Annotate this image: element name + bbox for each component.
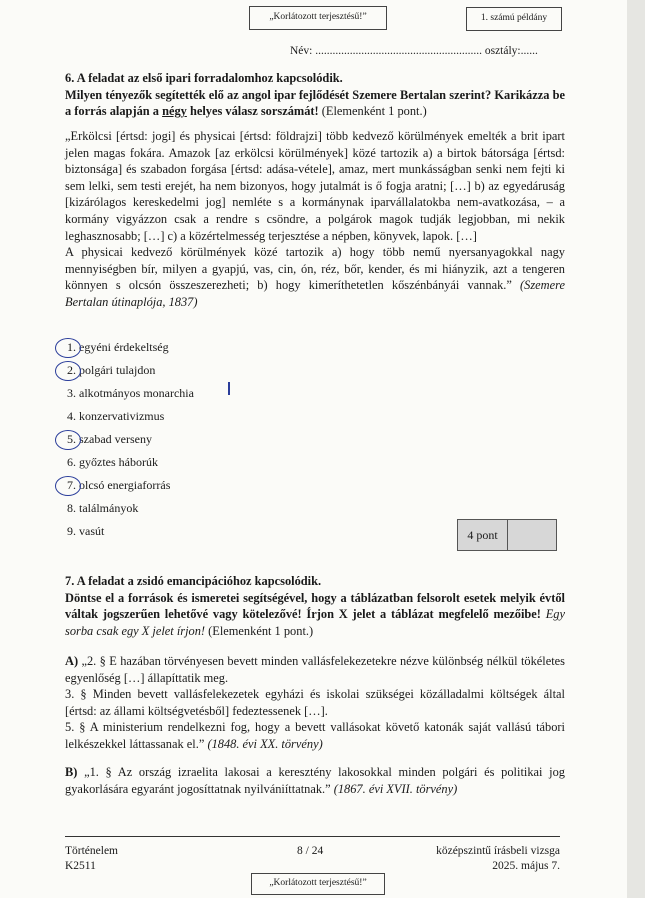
q6-heading (65, 70, 565, 120)
q6-quote-p1: „Erkölcsi [értsd: jogi] és physicai [értsd: földrajzi] több kedvező körülmények emelték a brit ipart jelen magas fokára. Amazok [az erkölcsi körülmények] közé tartozik a) a birtok bátorsága [értsd: biztonsága] és szabadon forgása [értsd: adása-vétele], amaz, mert munkásságban senki nem fejti ki sem lelki, sem testi erejét, ha nem bizonyos, hogy jutalmát is ő fogja aratni; […] b) az egyedáruság [kizárólagos kereskedelmi jog] nemléte s a kormánynak iparvállalatokba nem-avatkozása, – a kormány vigyázzon csak a rendre s csöndre, a polgárok magok tudják legjobban, mi nekik leghasznosabb; […] c) a közértelmesség terjesztése a népben, könyvek, lapok. […] (65, 129, 565, 243)
q6-score-label: 4 pont (458, 520, 508, 550)
q7-heading (65, 573, 565, 639)
q6-quote-p2: A physicai kedvező körülmények közé tartozik a) hogy több nemű nyersanyagokkal nagy mennyiségben bír, milyen a gyapjú, vas, cin, ón, réz, bőr, kender, és mi hiányzik, azt a tengeren könnyen s olcsón összeszerezheti; b) hogy kimeríthetetlen kőszénbányái vannak.” (Szemere Bertalan útinaplója, 1837) (65, 245, 565, 309)
q7-instruction: Döntse el a források és ismeretei segítségével, hogy a táblázatban felsorolt esetek melyik évtől váltak jogszerűen lehetővé vagy kötelezővé! Írjon X jelet a táblázat megfelelő mezőibe! Egy sorba csak egy X jelet írjon! (Elemenként 1 pont.) (65, 590, 565, 638)
q6-quote-source: (Szemere Bertalan útinaplója, 1837) (65, 278, 565, 309)
q6-title: 6. A feladat az első ipari forradalomhoz kapcsolódik. (65, 71, 343, 85)
footer-left (65, 844, 118, 874)
q6-underlined-word: négy (162, 104, 187, 119)
footer-subject: Történelem (65, 845, 119, 857)
q6-option-3[interactable]: 3. alkotmányos monarchia (67, 386, 194, 400)
q7-source-b: B) „1. § Az ország izraelita lakosai a keresztény lakosokkal minden polgári és politikai jog gyakorlására egyaránt jogosíttatnak nyilvániíttatnak.” (1867. évi XVII. törvény) (65, 765, 565, 796)
q7-title: 7. A feladat a zsidó emancipációhoz kapcsolódik. (65, 574, 322, 588)
q6-option-2[interactable]: 2. polgári tulajdon (67, 363, 156, 377)
footer-code: K2511 (65, 860, 96, 872)
circle-mark-2 (55, 361, 81, 381)
circle-mark-1 (55, 338, 81, 358)
copy-number-box: 1. számú példány (466, 7, 562, 31)
source-a-citation: (1848. évi XX. törvény) (204, 736, 323, 751)
q6-score-field[interactable] (508, 520, 556, 550)
restricted-label-bottom: „Korlátozott terjesztésű!” (251, 873, 385, 895)
name-class-line: Név: .......................................................... osztály:...... (290, 45, 538, 57)
q6-option-7[interactable]: 7. olcsó energiaforrás (67, 478, 171, 492)
circle-mark-5 (55, 430, 81, 450)
q6-option-9[interactable]: 9. vasút (67, 524, 105, 538)
q6-score-box (457, 519, 557, 551)
source-a-label: A) (65, 654, 79, 668)
q6-option-5[interactable]: 5. szabad verseny (67, 432, 152, 446)
q6-option-8[interactable]: 8. találmányok (67, 501, 139, 515)
restricted-label-top: „Korlátozott terjesztésű!” (249, 6, 387, 30)
q6-option-4[interactable]: 4. konzervativizmus (67, 409, 165, 423)
q6-instruction: Milyen tényezők segítették elő az angol ipar fejlődését Szemere Bertalan szerint? Karikázza be a forrás alapján a négy helyes válasz sorszámát! (Elemenként 1 pont.) (65, 87, 565, 119)
footer-date: 2025. május 7. (492, 860, 560, 872)
q6-source-quote (65, 128, 565, 311)
footer-exam: középszintű írásbeli vizsga (436, 845, 560, 857)
footer-rule (65, 836, 560, 837)
q6-option-6[interactable]: 6. győztes háborúk (67, 455, 158, 469)
pen-mark (228, 382, 230, 395)
source-b-label: B) (65, 765, 78, 779)
page-edge (627, 0, 645, 898)
footer-page-number: 8 / 24 (297, 845, 324, 857)
footer-right (436, 844, 560, 874)
source-b-citation: (1867. évi XVII. törvény) (330, 781, 458, 796)
q7-source-a: A) „2. § E hazában törvényesen bevett minden vallásfelekezetekre nézve különbség nélkül tökéletes egyenlőség […] állapíttatik meg. 3. § Minden bevett vallásfelekezetek egyházi és iskolai szükségei közálladalmi költségek által [értsd: az állami költségvetésből] fedeztessenek […]. 5. § A ministerium rendelkezni fog, hogy a bevett vallásokat követő katonák saját vallású tábori lelkészekkel láttassanak el.” (1848. évi XX. törvény) (65, 654, 565, 751)
circle-mark-7 (55, 476, 81, 496)
q6-option-1[interactable]: 1. egyéni érdekeltség (67, 340, 169, 354)
